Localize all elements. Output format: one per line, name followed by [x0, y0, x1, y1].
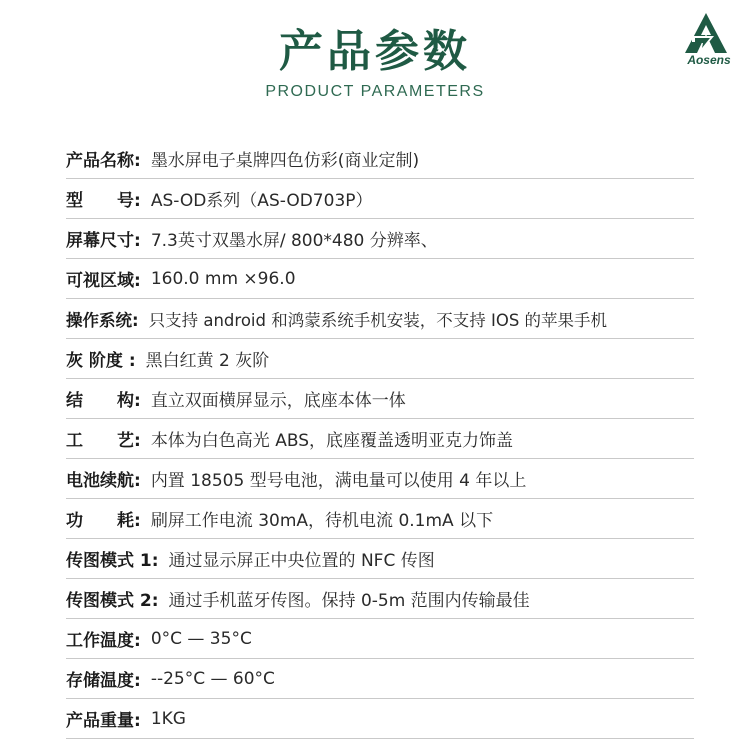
param-row-visible-area: [66, 259, 694, 299]
param-row-craft: [66, 419, 694, 459]
param-row-weight: [66, 699, 694, 739]
param-value: --25°C — 60°C: [150, 668, 275, 689]
param-label: 屏幕尺寸:: [66, 231, 141, 251]
param-label: 电池续航:: [66, 471, 141, 491]
param-label: 功 耗:: [66, 511, 141, 531]
param-value: 黑白红黄 2 灰阶: [145, 351, 270, 371]
param-value: 1KG: [150, 708, 186, 729]
param-row-battery: [66, 459, 694, 499]
aosens-logo-icon: [684, 12, 728, 54]
param-value: 直立双面横屏显示，底座本体一体: [150, 391, 406, 411]
param-value: 7.3英寸双墨水屏/ 800*480 分辨率、: [150, 231, 438, 251]
param-value: 0°C — 35°C: [150, 628, 252, 649]
param-value: 内置 18505 型号电池，满电量可以使用 4 年以上: [150, 471, 527, 491]
param-row-model: [66, 179, 694, 219]
param-row-transfer-mode-1: [66, 539, 694, 579]
param-value: 墨水屏电子桌牌四色仿彩(商业定制): [150, 151, 420, 171]
page-title-en: PRODUCT PARAMETERS: [265, 83, 485, 100]
param-label: 存储温度:: [66, 671, 141, 691]
param-label: 结 构:: [66, 391, 141, 411]
param-row-screen-size: [66, 219, 694, 259]
param-row-working-temp: [66, 619, 694, 659]
param-row-structure: [66, 379, 694, 419]
param-row-os: [66, 299, 694, 339]
param-value: 通过手机蓝牙传图。保持 0-5m 范围内传输最佳: [168, 591, 530, 611]
param-value: 本体为白色高光 ABS，底座覆盖透明亚克力饰盖: [150, 431, 513, 451]
param-row-transfer-mode-2: [66, 579, 694, 619]
logo-text: Aosens: [687, 53, 731, 67]
param-row-storage-temp: [66, 659, 694, 699]
brand-logo: [676, 12, 742, 72]
param-label: 工 艺:: [66, 431, 141, 451]
param-label: 产品重量:: [66, 711, 141, 731]
param-value: 刷屏工作电流 30mA，待机电流 0.1mA 以下: [150, 511, 494, 531]
param-row-grayscale: [66, 339, 694, 379]
param-value: 只支持 android 和鸿蒙系统手机安装，不支持 IOS 的苹果手机: [148, 310, 608, 330]
param-label: 工作温度:: [66, 631, 141, 651]
param-value: AS-OD系列（AS-OD703P）: [150, 191, 373, 211]
param-label: 可视区域:: [66, 271, 141, 291]
param-row-product-name: [66, 139, 694, 179]
param-value: 160.0 mm ×96.0: [150, 268, 296, 289]
param-label: 操作系统:: [66, 310, 139, 330]
param-label: 传图模式 2:: [66, 591, 159, 611]
param-label: 产品名称:: [66, 151, 141, 171]
param-value: 通过显示屏正中央位置的 NFC 传图: [168, 551, 435, 571]
page-title-zh: 产品参数: [279, 26, 471, 77]
param-label: 灰 阶度 :: [66, 351, 136, 371]
parameter-list: [66, 139, 694, 739]
param-label: 传图模式 1:: [66, 551, 159, 571]
param-label: 型 号:: [66, 191, 141, 211]
param-row-power: [66, 499, 694, 539]
